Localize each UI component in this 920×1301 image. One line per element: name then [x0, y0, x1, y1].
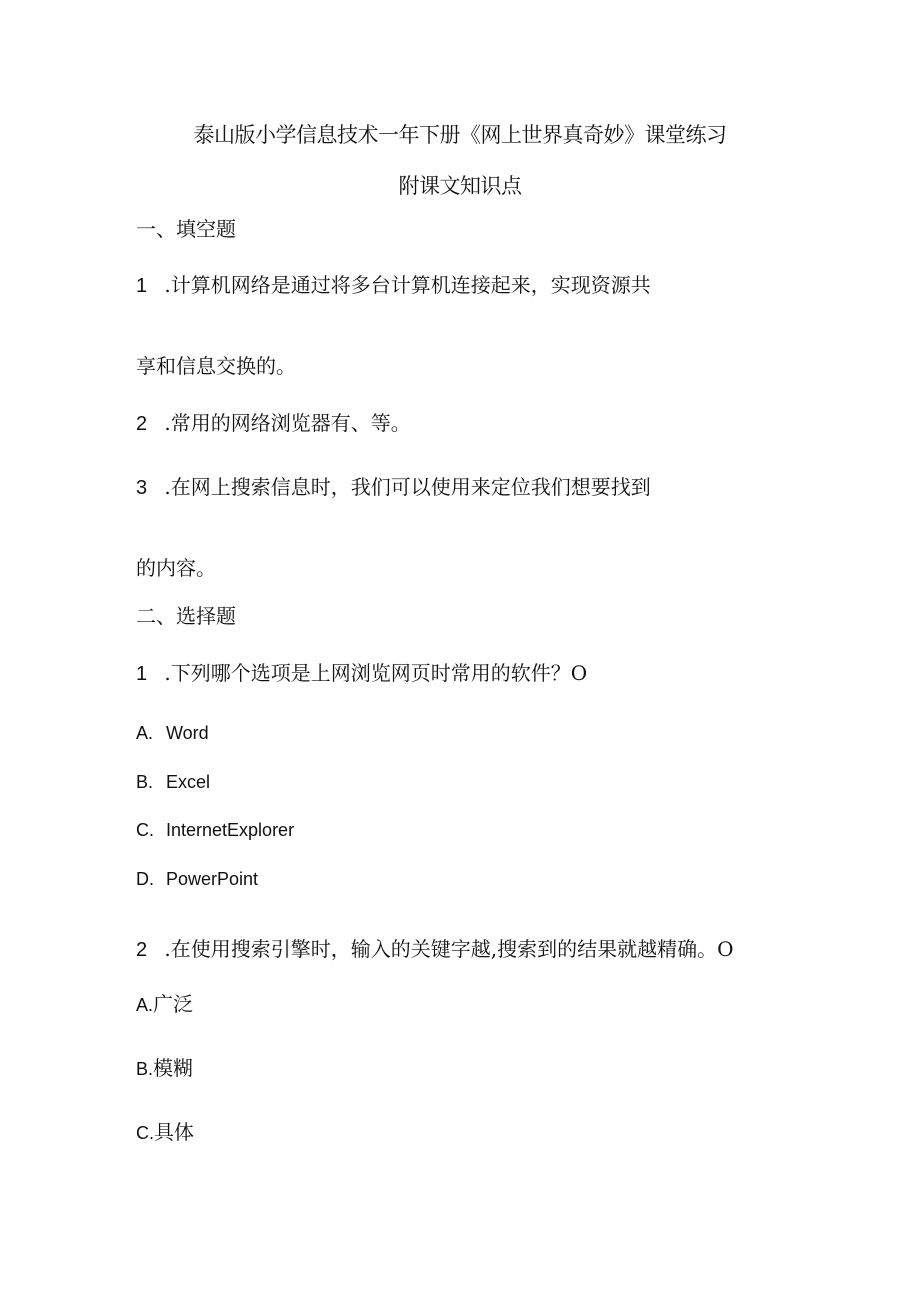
option-d: [136, 867, 258, 891]
option-text: 广泛: [153, 992, 194, 1016]
question-fill-2: [136, 410, 411, 437]
option-letter: A.: [136, 995, 154, 1015]
question-number: 3: [136, 477, 148, 499]
option-letter: A.: [136, 723, 154, 743]
section-heading-choice: 二、选择题: [136, 604, 236, 628]
option-letter: B.: [136, 1059, 154, 1079]
question-fill-3-cont: 的内容。: [136, 556, 216, 580]
question-fill-3: [136, 474, 651, 501]
question-number: 2: [136, 413, 148, 435]
option-letter: C.: [136, 820, 154, 840]
question-choice-1: [136, 660, 587, 687]
option-text: 具体: [154, 1120, 194, 1144]
question-text: .在使用搜索引擎时，输入的关键字越,搜索到的结果就越精确。O: [158, 937, 734, 961]
question-text: .在网上搜索信息时，我们可以使用来定位我们想要找到: [158, 475, 651, 499]
option-text: PowerPoint: [166, 869, 259, 889]
option-text: Word: [166, 723, 209, 743]
option-letter: C.: [136, 1123, 154, 1143]
question-fill-1: [136, 272, 651, 299]
question-fill-1-cont: 享和信息交换的。: [136, 354, 296, 378]
question-choice-2: [136, 936, 733, 963]
question-text: .计算机网络是通过将多台计算机连接起来，实现资源共: [158, 273, 651, 297]
question-text: .下列哪个选项是上网浏览网页时常用的软件？O: [158, 661, 588, 685]
question-number: 1: [136, 275, 148, 297]
option-a: [136, 721, 209, 745]
section-heading-fill-in: 一、填空题: [136, 217, 236, 241]
option-letter: B.: [136, 772, 154, 792]
option-c: [136, 1119, 194, 1146]
question-text: .常用的网络浏览器有、等。: [158, 411, 411, 435]
option-text: 模糊: [153, 1056, 194, 1080]
question-number: 1: [136, 663, 148, 685]
option-text: Excel: [166, 772, 211, 792]
option-c: [136, 818, 294, 842]
option-b: [136, 1055, 193, 1082]
document-title: 泰山版小学信息技术一年下册《网上世界真奇妙》课堂练习: [193, 123, 727, 147]
question-number: 2: [136, 939, 148, 961]
option-b: [136, 770, 210, 794]
document-subtitle: 附课文知识点: [398, 174, 522, 198]
option-letter: D.: [136, 869, 154, 889]
option-text: InternetExplorer: [166, 820, 295, 840]
option-a: [136, 991, 193, 1018]
